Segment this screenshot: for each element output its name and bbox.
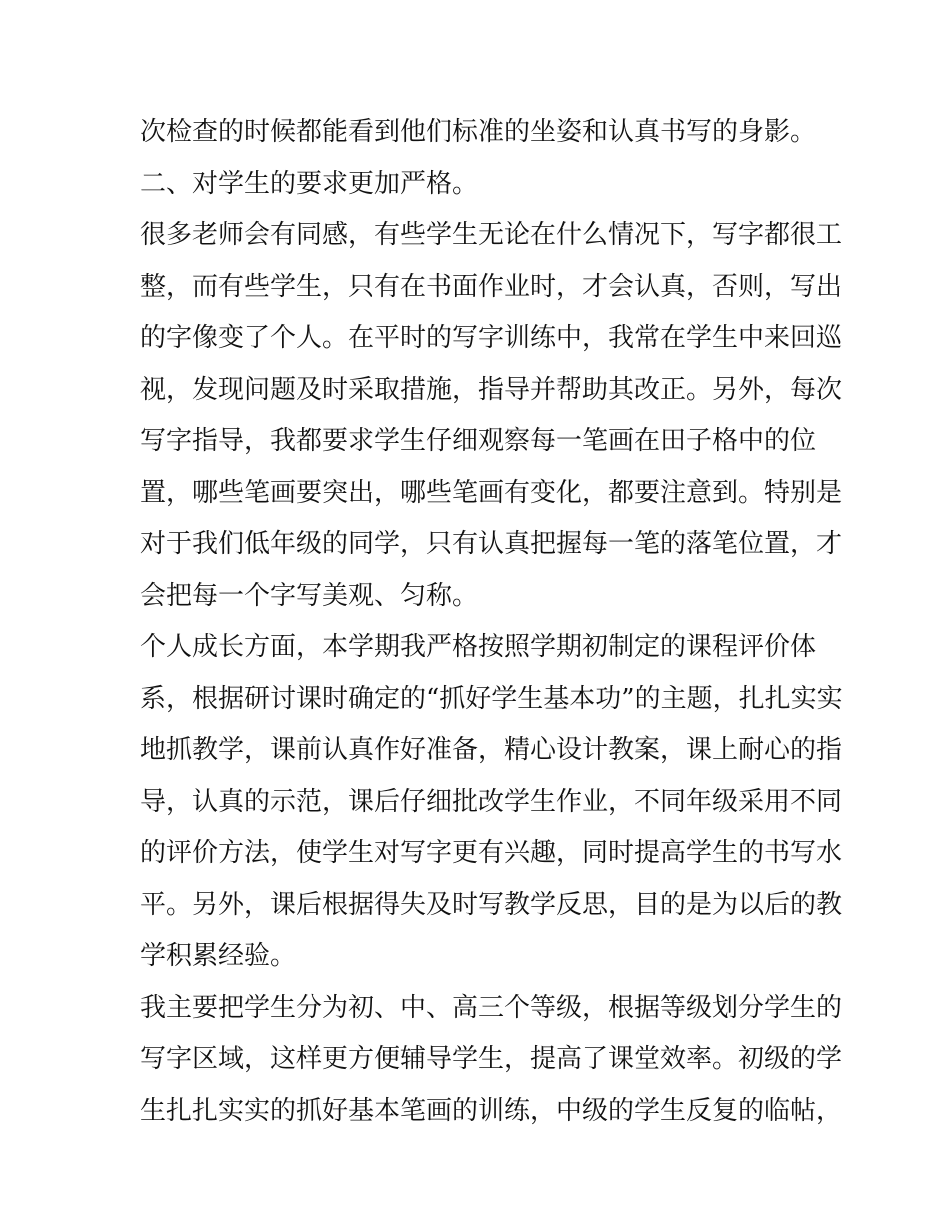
text-line: 的评价方法，使学生对写字更有兴趣，同时提高学生的书写水 bbox=[140, 838, 843, 868]
text-line: 置，哪些笔画要突出，哪些笔画有变化，都要注意到。特别是 bbox=[140, 477, 843, 508]
text-line: 写字区域，这样更方便辅导学生，提高了课堂效率。初级的学 bbox=[140, 1044, 843, 1074]
text-line: 写字指导，我都要求学生仔细观察每一笔画在田子格中的位 bbox=[140, 426, 817, 456]
section-heading: 二、对学生的要求更加严格。 bbox=[140, 168, 479, 199]
text-line: 的字像变了个人。在平时的写字训练中，我常在学生中来回巡 bbox=[140, 323, 843, 353]
paragraph-3 bbox=[140, 210, 843, 622]
text-line: 平。另外，课后根据得失及时写教学反思，目的是为以后的教 bbox=[140, 889, 843, 920]
text-line: 整，而有些学生，只有在书面作业时，才会认真，否则，写出 bbox=[140, 271, 843, 302]
text-line: 地抓教学，课前认真作好准备，精心设计教案，课上耐心的指 bbox=[140, 735, 843, 765]
paragraph-1 bbox=[140, 107, 816, 159]
paragraph-4 bbox=[140, 622, 843, 983]
paragraph-5 bbox=[140, 983, 843, 1138]
text-line: 学积累经验。 bbox=[140, 941, 297, 971]
paragraph-2-heading bbox=[140, 159, 816, 211]
text-line: 我主要把学生分为初、中、高三个等级，根据等级划分学生的 bbox=[140, 992, 843, 1023]
text-line: 对于我们低年级的同学，只有认真把握每一笔的落笔位置，才 bbox=[140, 529, 843, 559]
text-line: 个人成长方面，本学期我严格按照学期初制定的课程评价体 bbox=[140, 632, 817, 662]
text-line: 视，发现问题及时采取措施，指导并帮助其改正。另外，每次 bbox=[140, 374, 843, 405]
text-line: 会把每一个字写美观、匀称。 bbox=[140, 580, 479, 611]
text-line: 次检查的时候都能看到他们标准的坐姿和认真书写的身影。 bbox=[140, 117, 817, 147]
text-line: 生扎扎实实的抓好基本笔画的训练，中级的学生反复的临帖， bbox=[140, 1095, 843, 1126]
text-line: 导，认真的示范，课后仔细批改学生作业，不同年级采用不同 bbox=[140, 786, 843, 817]
document-body bbox=[140, 107, 843, 1137]
text-line: 系，根据研讨课时确定的“抓好学生基本功”的主题，扎扎实实 bbox=[140, 683, 843, 714]
text-line: 很多老师会有同感，有些学生无论在什么情况下，写字都很工 bbox=[140, 220, 843, 250]
